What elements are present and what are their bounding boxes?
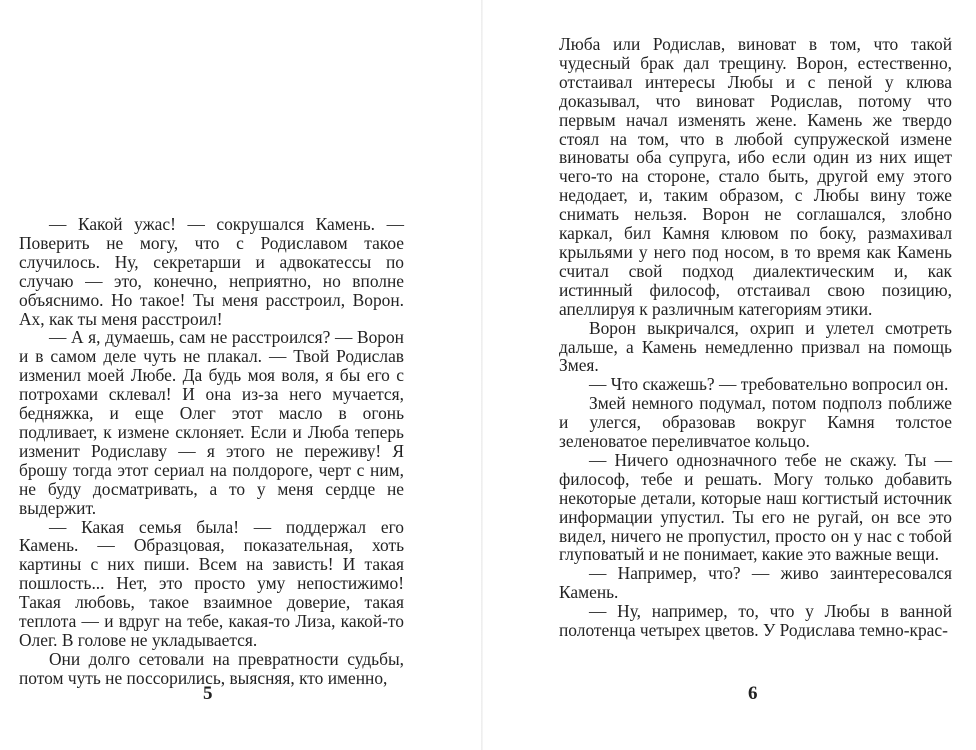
right-page-text bbox=[559, 35, 952, 640]
paragraph: — Какая семья была! — поддержал его Камень. — Образцовая, показательная, хоть картины с них пиши. Всем на зависть! И такая пошлость... Нет, это просто уму непостижимо! Такая любовь, такое взаимное доверие, такая теплота — и вдруг на тебе, какая-то Лиза, какой-то Олег. В голове не укладывается. bbox=[19, 516, 404, 650]
paragraph: Люба или Родислав, виноват в том, что такой чудесный брак дал трещину. Ворон, естественно, отстаивал интересы Любы и с пеной у клюва доказывал, что виноват Родислав, потому что первым начал изменять жене. Камень же твердо стоял на том, что в любой супружеской измене виноваты оба супруга, ибо если один из них ищет чего-то на стороне, стало быть, другой ему этого недодает, и, таким образом, с Любы вину тоже снимать нельзя. Ворон не соглашался, злобно каркал, бил Камня клювом по боку, размахивал крыльями у него под носом, в то время как Камень считал свой подход диалектическим и, как истинный философ, отстаивал свою позицию, апеллируя к различным категориям этики. bbox=[559, 34, 952, 319]
paragraph: — А я, думаешь, сам не расстроился? — Ворон и в самом деле чуть не плакал. — Твой Родислав изменил моей Любе. Да будь моя воля, я бы его с потрохами склевал! И она из-за него мучается, бедняжка, и еще Олег этот масло в огонь подливает, к измене склоняет. Если и Люба теперь изменит Родиславу — я этого не переживу! Я брошу тогда этот сериал на полдороге, черт с ним, не буду досматривать, а то у меня сердце не выдержит. bbox=[19, 327, 404, 518]
paragraph: — Например, что? — живо заинтересовался Камень. bbox=[559, 563, 952, 603]
paragraph: — Ну, например, то, что у Любы в ванной полотенца четырех цветов. У Родислава темно-крас- bbox=[559, 601, 952, 641]
page-number: 6 bbox=[748, 683, 758, 704]
paragraph: Ворон выкричался, охрип и улетел смотреть дальше, а Камень немедленно призвал на помощь Змея. bbox=[559, 317, 952, 376]
paragraph: — Ничего однозначного тебе не скажу. Ты — философ, тебе и решать. Могу только добавить некоторые детали, которые наш когтистый источник информации упустил. Ты его не ругай, он все это видел, ничего не пропустил, просто он у нас с тобой глуповатый и не понимает, какие это важные вещи. bbox=[559, 449, 952, 565]
left-page bbox=[0, 0, 481, 750]
right-page bbox=[483, 0, 976, 750]
left-page-text bbox=[19, 215, 404, 688]
paragraph: — Что скажешь? — требовательно вопросил он. bbox=[589, 374, 949, 395]
paragraph: Змей немного подумал, потом подполз поближе и улегся, образовав вокруг Камня толстое зеленоватое переливчатое кольцо. bbox=[559, 393, 952, 452]
paragraph: — Какой ужас! — сокрушался Камень. — Поверить не могу, что с Родиславом такое случилось. Ну, секретарши и адвокатессы по случаю — это, конечно, неприятно, но вполне объяснимо. Но такое! Ты меня расстроил, Ворон. Ах, как ты меня расстроил! bbox=[19, 214, 404, 329]
paragraph: Они долго сетовали на превратности судьбы, потом чуть не поссорились, выясняя, кто именно, bbox=[19, 648, 404, 688]
page-number: 5 bbox=[203, 683, 213, 704]
